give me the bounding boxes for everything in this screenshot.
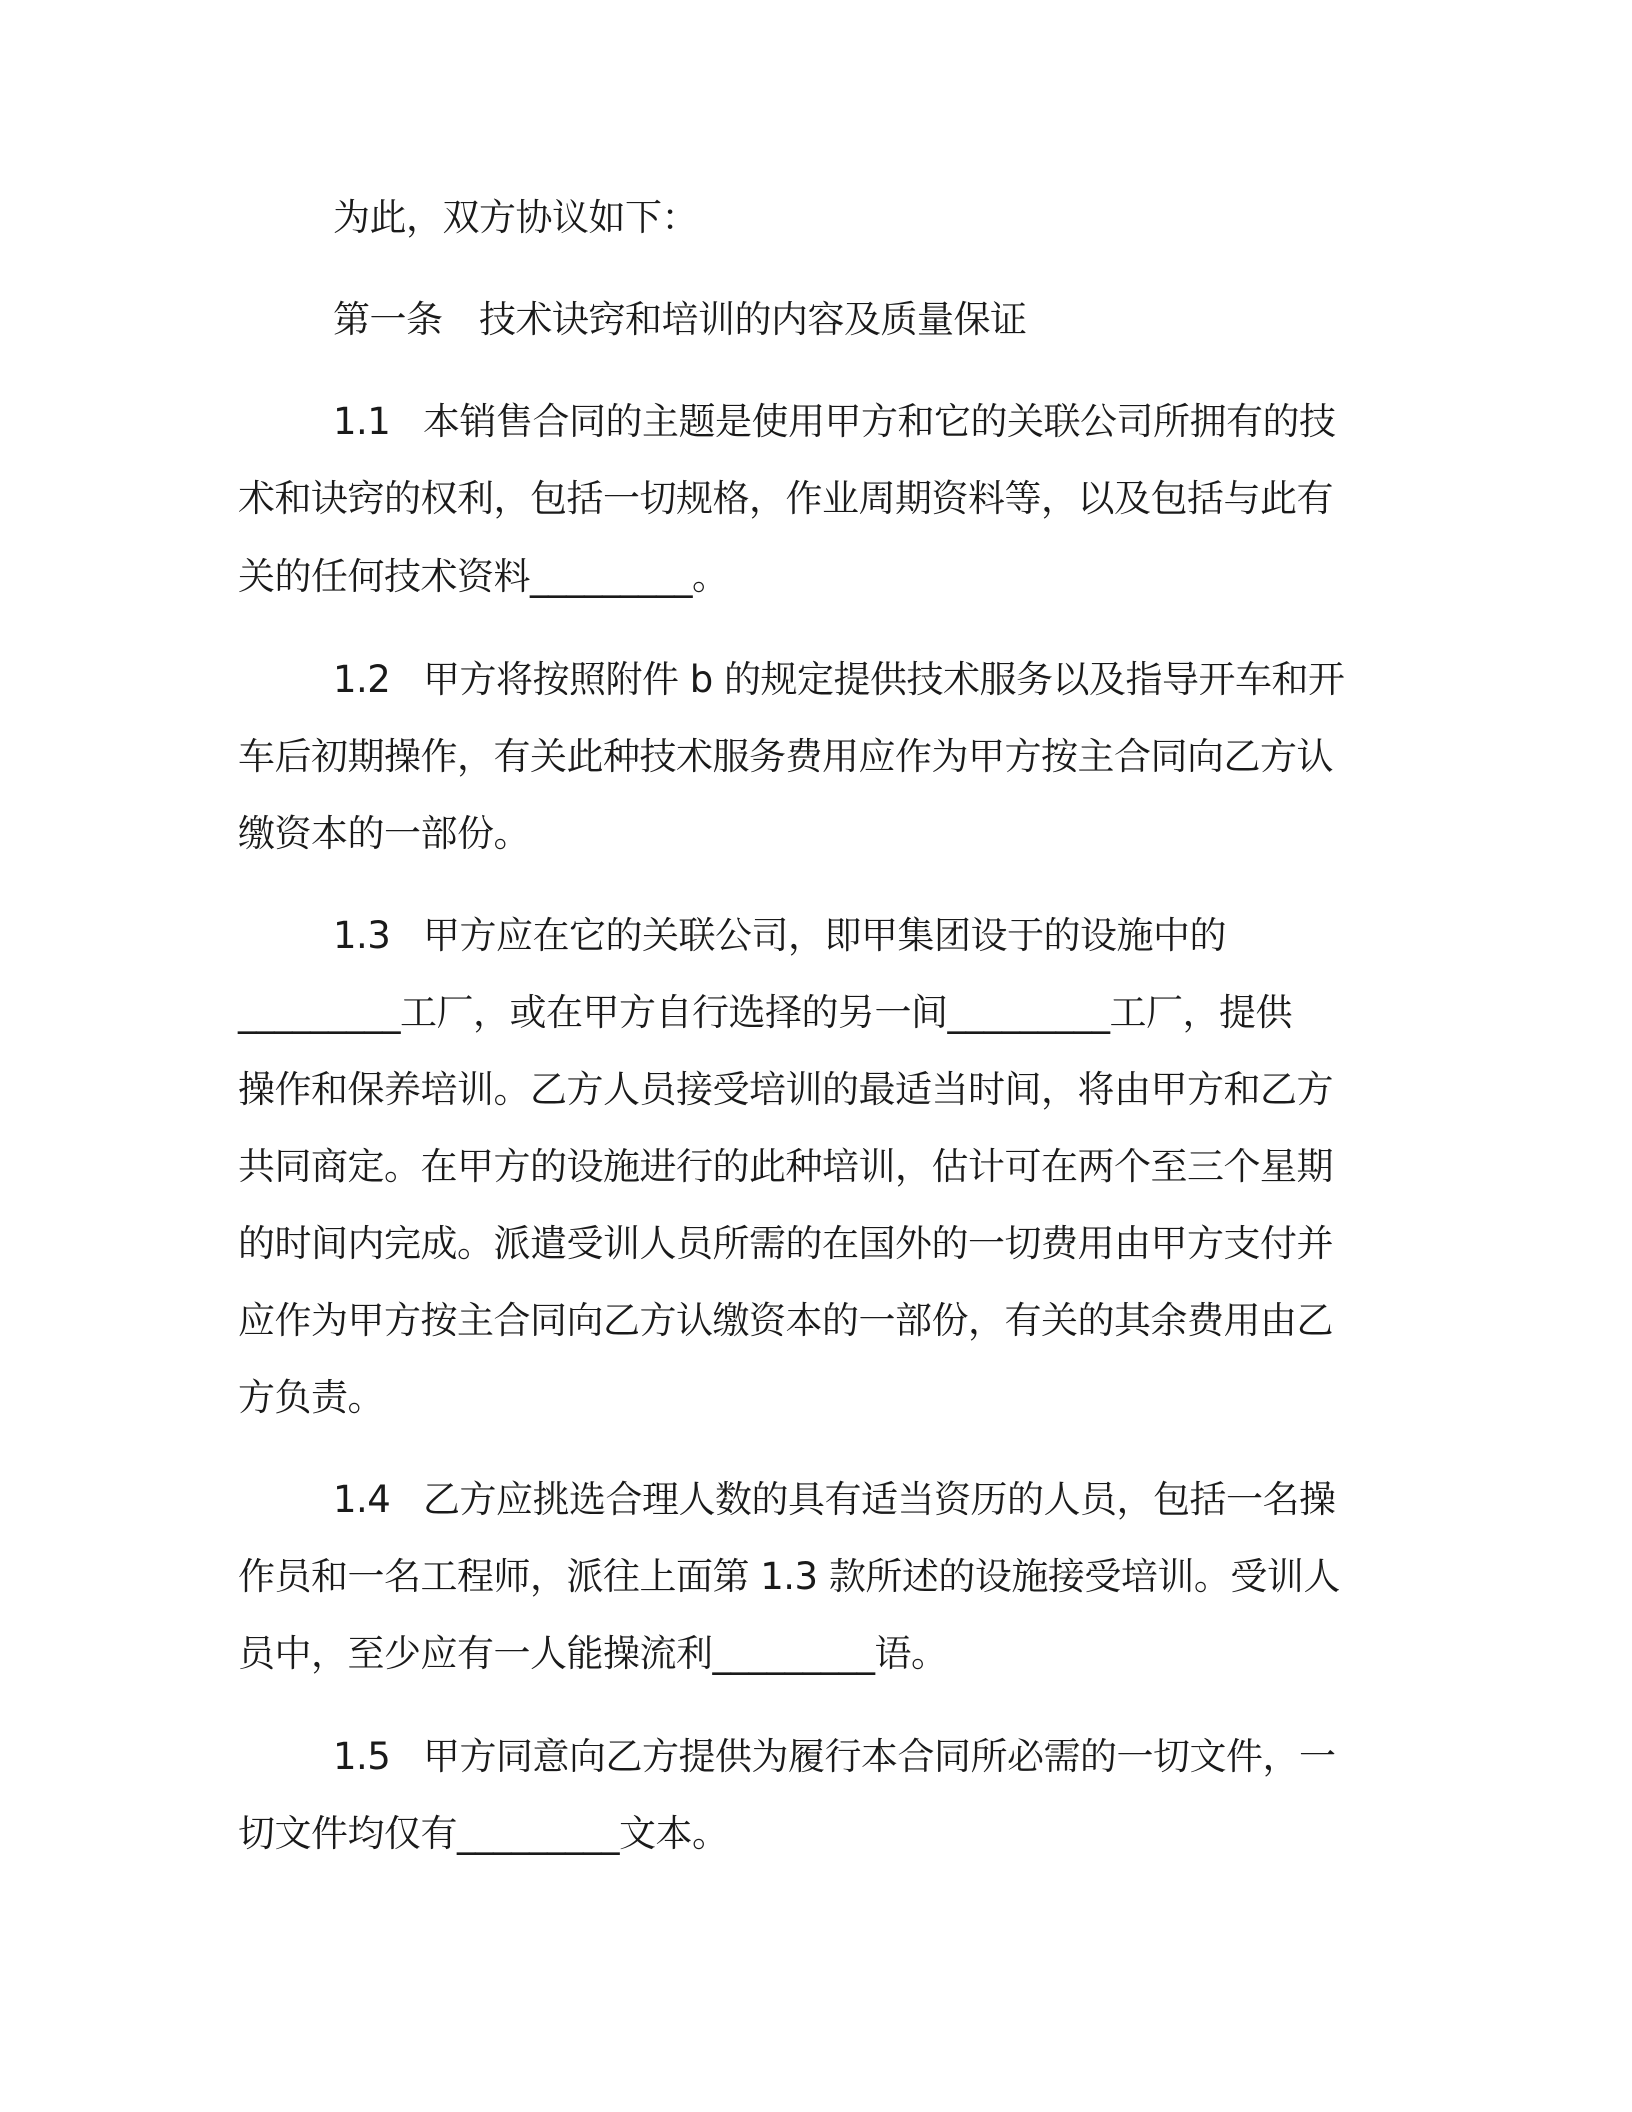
clause-text-line: 甲方应在它的关联公司，即甲集团设于的设施中的 <box>423 914 1226 957</box>
clause-text-line: 术和诀窍的权利，包括一切规格，作业周期资料等，以及包括与此有 <box>238 477 1333 520</box>
clause-text-line: 操作和保养培训。乙方人员接受培训的最适当时间，将由甲方和乙方 <box>238 1068 1333 1111</box>
clause-text-line: _________工厂，或在甲方自行选择的另一间_________工厂，提供 <box>238 991 1292 1034</box>
clause-text-line: 方负责。 <box>238 1376 384 1419</box>
clause-text-line: 员中，至少应有一人能操流利_________语。 <box>238 1632 948 1675</box>
clause-number: 1.3 <box>333 914 391 957</box>
clause-text-line: 的时间内完成。派遣受训人员所需的在国外的一切费用由甲方支付并 <box>238 1222 1333 1265</box>
clause-text-line: 共同商定。在甲方的设施进行的此种培训，估计可在两个至三个星期 <box>238 1145 1333 1188</box>
clause-text-line: 车后初期操作，有关此种技术服务费用应作为甲方按主合同向乙方认 <box>238 735 1333 778</box>
clause-text-line: 作员和一名工程师，派往上面第 1.3 款所述的设施接受培训。受训人 <box>238 1555 1340 1598</box>
article-heading: 第一条 技术诀窍和培训的内容及质量保证 <box>333 298 1027 341</box>
clause-number: 1.5 <box>333 1735 391 1778</box>
clause-number: 1.2 <box>333 658 391 701</box>
clause-text-line: 切文件均仅有_________文本。 <box>238 1812 729 1855</box>
clause-text-line: 乙方应挑选合理人数的具有适当资历的人员，包括一名操 <box>423 1478 1336 1521</box>
clause-text-line: 缴资本的一部份。 <box>238 812 530 855</box>
clause-text-line: 关的任何技术资料_________。 <box>238 555 729 598</box>
clause-text-line: 甲方同意向乙方提供为履行本合同所必需的一切文件，一 <box>423 1735 1336 1778</box>
clause-text-line: 应作为甲方按主合同向乙方认缴资本的一部份，有关的其余费用由乙 <box>238 1299 1333 1342</box>
clause-number: 1.1 <box>333 400 391 443</box>
clause-text-line: 甲方将按照附件 b 的规定提供技术服务以及指导开车和开 <box>423 658 1345 701</box>
intro-paragraph: 为此，双方协议如下： <box>333 196 698 239</box>
clause-number: 1.4 <box>333 1478 391 1521</box>
clause-text-line: 本销售合同的主题是使用甲方和它的关联公司所拥有的技 <box>423 400 1336 443</box>
